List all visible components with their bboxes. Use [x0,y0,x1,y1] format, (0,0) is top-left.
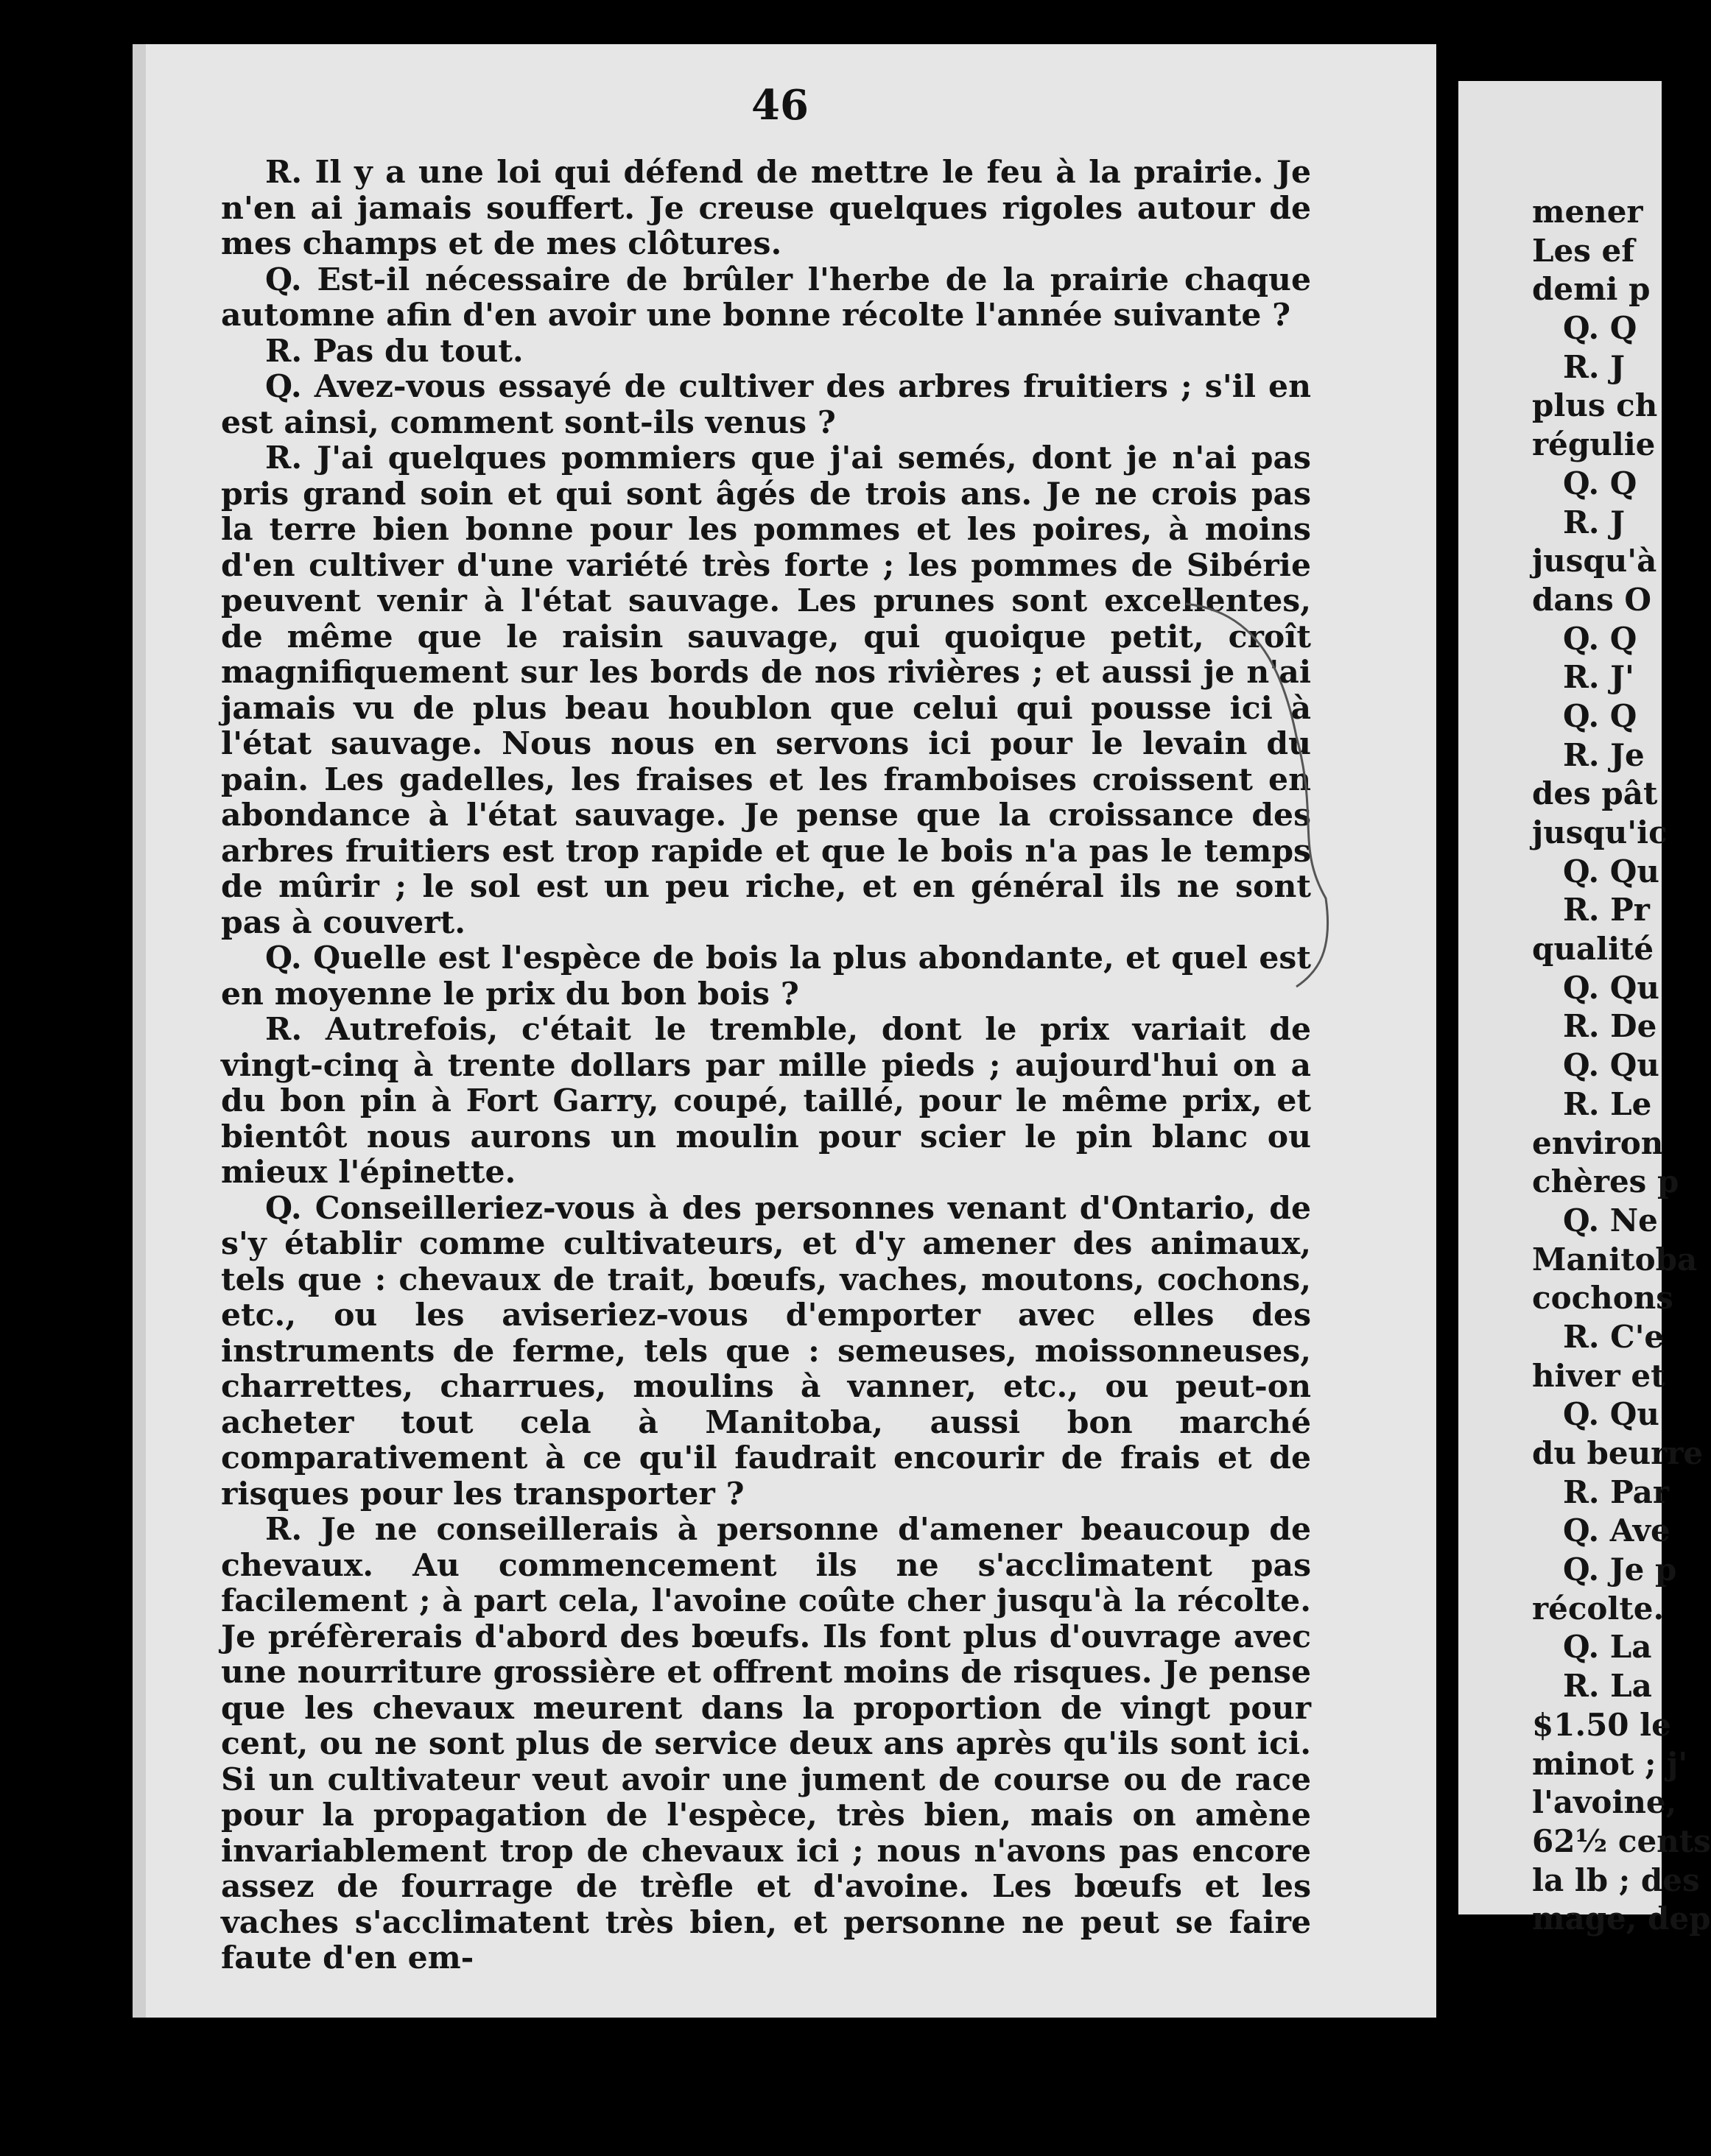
right-page-line: R. Le [1563,1085,1652,1122]
page-number: 46 [751,81,809,130]
right-page-line: Q. Q [1563,465,1637,501]
right-page-line: R. De [1563,1008,1657,1045]
right-page-line: Q. Ave [1563,1512,1670,1549]
paragraph: R. Je ne conseillerais à personne d'amener beaucoup de chevaux. Au commencement ils ne s'acclimatent pas facilement ; à part cela, l'avoine coûte cher jusqu'à la récolte. Je préfèrerais d'abord des bœufs. Ils font plus d'ouvrage avec une nourriture grossière et offrent moins de risques. Je pense que les chevaux meurent dans la proportion de vingt pour cent, ou ne sont plus de service deux ans après qu'ils sont ici. Si un cultivateur veut avoir une jument de course ou de race pour la propagation de l'espèce, très bien, mais on amène invariablement trop de chevaux ici ; nous n'avons pas encore assez de fourrage de trèfle et d'avoine. Les bœufs et les vaches s'acclimatent très bien, et personne ne peut se faire faute d'en em- [221,1511,1311,1976]
right-page-line: Q. Qu [1563,969,1659,1006]
right-page-line: R. La [1563,1668,1652,1705]
right-page-line: Q. Je p [1563,1551,1677,1588]
right-page-line: qualité [1532,931,1654,968]
right-page-line: Q. Q [1563,310,1637,347]
right-page-line: environ [1532,1124,1664,1161]
right-page-line: R. C'e [1563,1318,1665,1355]
right-page-line: R. Pr [1563,892,1650,929]
right-page-line: hiver et [1532,1357,1665,1394]
right-page-line: Manitoba [1532,1241,1698,1278]
right-page-line: Q. Qu [1563,853,1659,889]
right-page-line: Q. Qu [1563,1396,1659,1433]
right-page-line: demi p [1532,271,1651,308]
paragraph: Q. Conseilleriez-vous à des personnes venant d'Ontario, de s'y établir comme cultivateurs, et d'y amener des animaux, tels que : chevaux de trait, bœufs, vaches, moutons, cochons, etc., ou les aviseriez-vous d'emporter avec elles des instruments de ferme, tels que : semeuses, moissonneuses, charrettes, charrues, moulins à vanner, etc., ou peut-on acheter tout cela à Manitoba, aussi bon marché comparativement à ce qu'il faudrait encourir de frais et de risques pour les transporter ? [221,1189,1311,1512]
right-page-line: mener [1532,194,1643,230]
right-page-line: Q. Q [1563,620,1637,657]
right-page-line: l'avoine, [1532,1784,1677,1821]
right-page-line: plus ch [1532,387,1658,424]
right-page-line: R. J' [1563,659,1634,696]
right-page-line: des pât [1532,775,1658,812]
right-page-line: mage, dep [1532,1900,1711,1937]
right-page-line: Q. La [1563,1629,1652,1666]
right-page-line: dans O [1532,581,1651,618]
right-page-line: régulie [1532,426,1656,463]
right-page-line: chères p [1532,1163,1679,1200]
paragraph: R. J'ai quelques pommiers que j'ai semés, dont je n'ai pas pris grand soin et qui sont âgés de trois ans. Je ne crois pas la terre bien bonne pour les pommes et les poires, à moins d'en cultiver d'une variété très forte ; les pommes de Sibérie peuvent venir à l'état sauvage. Les prunes sont excellentes, de même que le raisin sauvage, qui quoique petit, croît magnifiquement sur les bords de nos rivières ; et aussi je n'ai jamais vu de plus beau houblon que celui qui pousse ici à l'état sauvage. Nous nous en servons ici pour le levain du pain. Les gadelles, les fraises et les framboises croissent en abondance à l'état sauvage. Je pense que la croissance des arbres fruitiers est trop rapide et que le bois n'a pas le temps de mûrir ; le sol est un peu riche, et en général ils ne sont pas à couvert. [221,440,1311,941]
paragraph: Q. Est-il nécessaire de brûler l'herbe de la prairie chaque automne afin d'en avoir une bonne récolte l'année suivante ? [221,261,1311,334]
paragraph: Q. Avez-vous essayé de cultiver des arbres fruitiers ; s'il en est ainsi, comment sont-ils venus ? [221,368,1311,441]
right-page-line: 62½ cents [1532,1822,1711,1859]
right-page-line: R. Par [1563,1473,1669,1510]
paragraph: R. Autrefois, c'était le tremble, dont le prix variait de vingt-cinq à trente dollars par mille pieds ; aujourd'hui on a du bon pin à Fort Garry, coupé, taillé, pour le même prix, et bientôt nous aurons un moulin pour scier le pin blanc ou mieux l'épinette. [221,1011,1311,1191]
paragraph: Q. Quelle est l'espèce de bois la plus abondante, et quel est en moyenne le prix du bon bois ? [221,940,1311,1012]
right-page-line: jusqu'à [1532,543,1657,579]
right-page-line: la lb ; des [1532,1861,1700,1898]
right-page-line: R. Je [1563,736,1645,773]
right-page-line: jusqu'ic [1532,814,1668,850]
right-page-line: R. J [1563,504,1626,540]
right-page-line: Q. Q [1563,697,1637,734]
right-page-line: Les ef [1532,232,1635,269]
paragraph: R. Pas du tout. [265,332,524,370]
right-page-line: R. J [1563,348,1626,385]
right-page-line: Q. Ne [1563,1202,1658,1239]
right-page-line: cochons [1532,1280,1673,1317]
paragraph: R. Il y a une loi qui défend de mettre le feu à la prairie. Je n'en ai jamais souffert. Je creuse quelques rigoles autour de mes champs et de mes clôtures. [221,154,1311,262]
right-page-line: récolte. [1532,1590,1665,1627]
right-page-line: $1.50 le [1532,1706,1671,1743]
right-page-line: du beurre [1532,1435,1704,1471]
right-page-line: minot ; j' [1532,1745,1688,1782]
right-page-line: Q. Qu [1563,1047,1659,1084]
